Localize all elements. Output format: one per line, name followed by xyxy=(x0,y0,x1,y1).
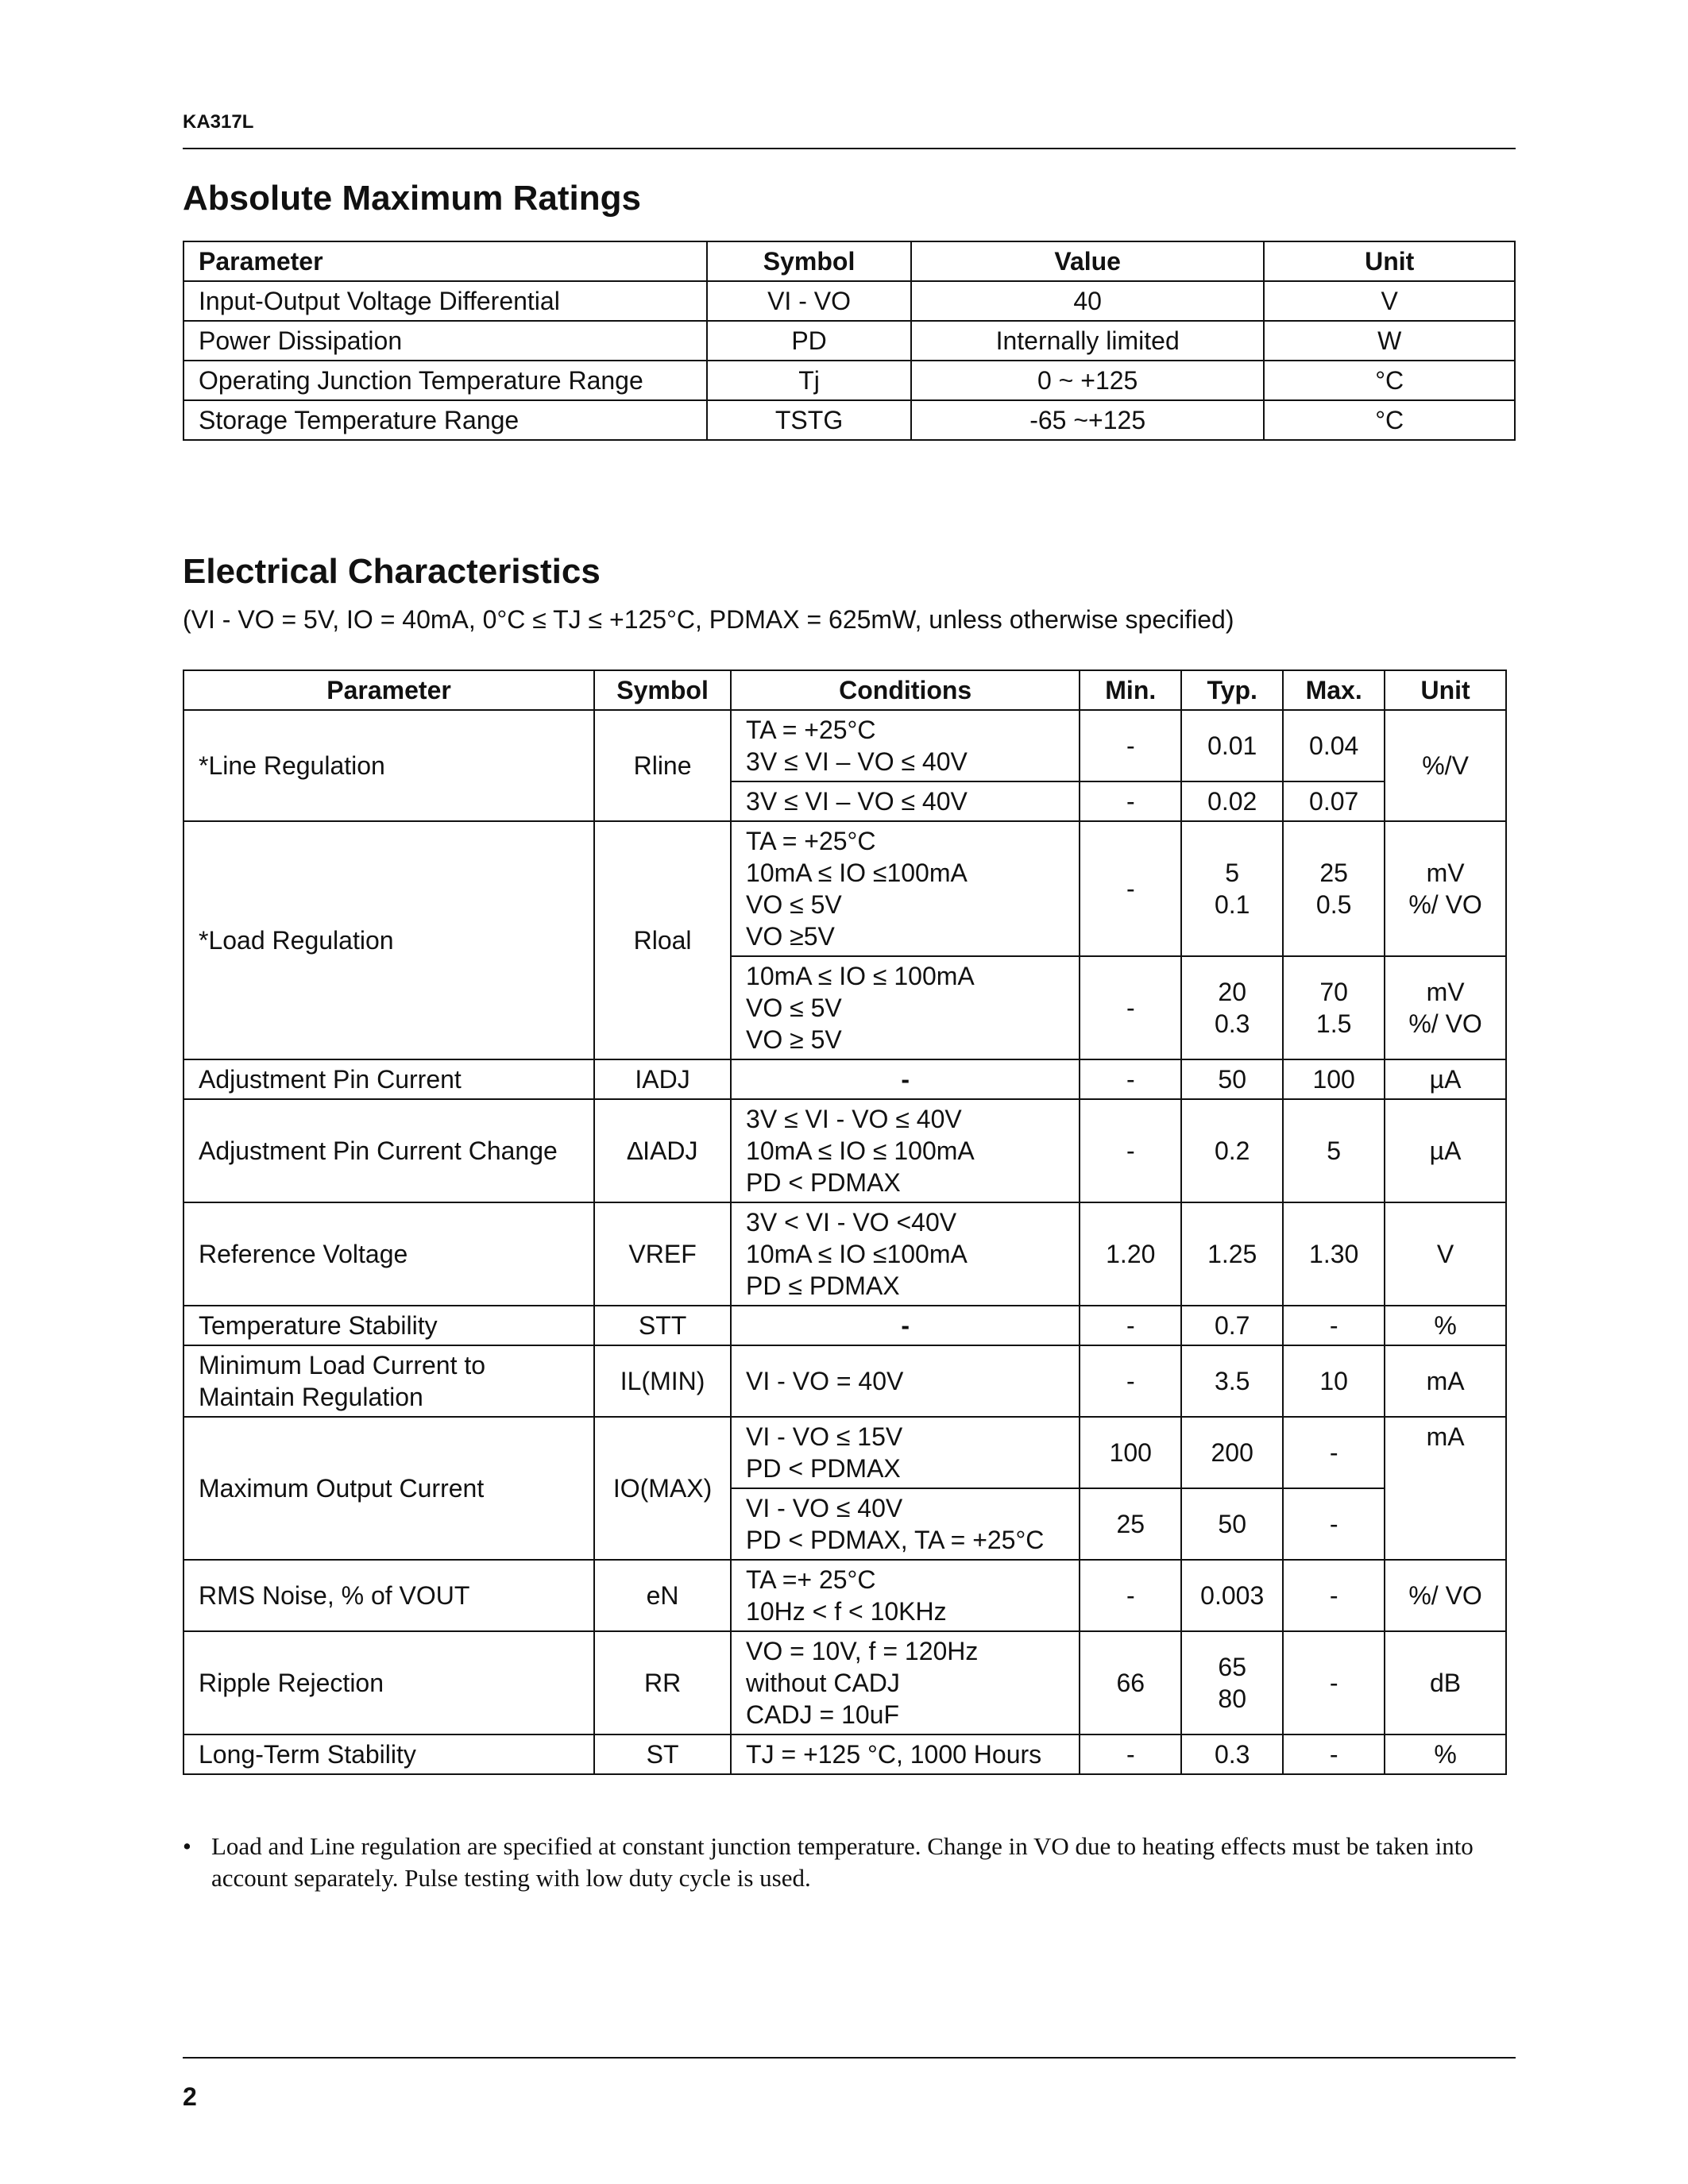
electrical-characteristics-title: Electrical Characteristics xyxy=(183,552,601,591)
typ-cell: 0.7 xyxy=(1181,1306,1283,1345)
max-cell: 1.30 xyxy=(1283,1202,1385,1306)
electrical-characteristics-table xyxy=(183,669,1507,1775)
typ-cell: 3.5 xyxy=(1181,1345,1283,1417)
unit-cell: % xyxy=(1385,1306,1506,1345)
parameter-cell: *Line Regulation xyxy=(183,710,594,821)
column-header: Value xyxy=(911,241,1264,281)
conditions-cell: 3V < VI - VO <40V 10mA ≤ IO ≤100mA PD ≤ PDMAX xyxy=(731,1202,1080,1306)
table-row xyxy=(183,1417,1506,1488)
unit-cell: µA xyxy=(1385,1059,1506,1099)
column-header: Min. xyxy=(1080,670,1181,710)
unit-cell: mV %/ VO xyxy=(1385,821,1506,956)
table-row xyxy=(183,321,1515,361)
unit-cell: mA xyxy=(1385,1417,1506,1560)
typ-cell: 200 xyxy=(1181,1417,1283,1488)
parameter-cell: Adjustment Pin Current xyxy=(183,1059,594,1099)
unit-cell: mA xyxy=(1385,1345,1506,1417)
max-cell: 10 xyxy=(1283,1345,1385,1417)
max-cell: - xyxy=(1283,1560,1385,1631)
conditions-cell: - xyxy=(731,1059,1080,1099)
column-header: Symbol xyxy=(707,241,911,281)
typ-cell: 0.2 xyxy=(1181,1099,1283,1202)
min-cell: - xyxy=(1080,821,1181,956)
unit-cell: V xyxy=(1264,281,1515,321)
symbol-cell: Tj xyxy=(707,361,911,400)
max-cell: 0.04 xyxy=(1283,710,1385,781)
table-row xyxy=(183,710,1506,781)
unit-cell: % xyxy=(1385,1734,1506,1774)
conditions-cell: 3V ≤ VI – VO ≤ 40V xyxy=(731,781,1080,821)
value-cell: 40 xyxy=(911,281,1264,321)
symbol-cell: Rloal xyxy=(594,821,731,1059)
symbol-cell: VREF xyxy=(594,1202,731,1306)
table-row xyxy=(183,1059,1506,1099)
column-header: Conditions xyxy=(731,670,1080,710)
unit-cell: µA xyxy=(1385,1099,1506,1202)
value-cell: -65 ~+125 xyxy=(911,400,1264,440)
table-row xyxy=(183,361,1515,400)
symbol-cell: IADJ xyxy=(594,1059,731,1099)
table-header-row xyxy=(183,670,1506,710)
column-header: Parameter xyxy=(183,241,707,281)
max-cell: 0.07 xyxy=(1283,781,1385,821)
conditions-cell: 3V ≤ VI - VO ≤ 40V 10mA ≤ IO ≤ 100mA PD < PDMAX xyxy=(731,1099,1080,1202)
parameter-cell: Maximum Output Current xyxy=(183,1417,594,1560)
header-rule xyxy=(183,148,1516,149)
max-cell: - xyxy=(1283,1488,1385,1560)
typ-cell: 0.02 xyxy=(1181,781,1283,821)
table-row xyxy=(183,1202,1506,1306)
symbol-cell: ∆IADJ xyxy=(594,1099,731,1202)
table-header-row xyxy=(183,241,1515,281)
conditions-cell: VI - VO ≤ 40V PD < PDMAX, TA = +25°C xyxy=(731,1488,1080,1560)
parameter-cell: *Load Regulation xyxy=(183,821,594,1059)
max-cell: - xyxy=(1283,1417,1385,1488)
test-conditions-note: (VI - VO = 5V, IO = 40mA, 0°C ≤ TJ ≤ +125°C, PDMAX = 625mW, unless otherwise specified) xyxy=(183,605,1234,634)
unit-cell: °C xyxy=(1264,361,1515,400)
typ-cell: 1.25 xyxy=(1181,1202,1283,1306)
conditions-cell: TA =+ 25°C 10Hz < f < 10KHz xyxy=(731,1560,1080,1631)
table-row xyxy=(183,821,1506,956)
table-row xyxy=(183,1631,1506,1734)
unit-cell: V xyxy=(1385,1202,1506,1306)
max-cell: 25 0.5 xyxy=(1283,821,1385,956)
parameter-cell: Power Dissipation xyxy=(183,321,707,361)
parameter-cell: Operating Junction Temperature Range xyxy=(183,361,707,400)
table-row xyxy=(183,1345,1506,1417)
typ-cell: 5 0.1 xyxy=(1181,821,1283,956)
table-row xyxy=(183,281,1515,321)
footnote xyxy=(183,1831,1517,1894)
typ-cell: 0.003 xyxy=(1181,1560,1283,1631)
column-header: Unit xyxy=(1264,241,1515,281)
unit-cell: mV %/ VO xyxy=(1385,956,1506,1059)
min-cell: - xyxy=(1080,956,1181,1059)
parameter-cell: Input-Output Voltage Differential xyxy=(183,281,707,321)
min-cell: 100 xyxy=(1080,1417,1181,1488)
unit-cell: °C xyxy=(1264,400,1515,440)
conditions-cell: TA = +25°C 3V ≤ VI – VO ≤ 40V xyxy=(731,710,1080,781)
unit-cell: %/ VO xyxy=(1385,1560,1506,1631)
table-row xyxy=(183,1560,1506,1631)
symbol-cell: IL(MIN) xyxy=(594,1345,731,1417)
parameter-cell: Adjustment Pin Current Change xyxy=(183,1099,594,1202)
max-cell: 5 xyxy=(1283,1099,1385,1202)
symbol-cell: TSTG xyxy=(707,400,911,440)
symbol-cell: RR xyxy=(594,1631,731,1734)
min-cell: 1.20 xyxy=(1080,1202,1181,1306)
min-cell: - xyxy=(1080,1306,1181,1345)
typ-cell: 50 xyxy=(1181,1059,1283,1099)
column-header: Symbol xyxy=(594,670,731,710)
symbol-cell: IO(MAX) xyxy=(594,1417,731,1560)
table-row xyxy=(183,400,1515,440)
min-cell: - xyxy=(1080,1560,1181,1631)
parameter-cell: Long-Term Stability xyxy=(183,1734,594,1774)
absolute-maximum-ratings-title: Absolute Maximum Ratings xyxy=(183,179,641,218)
min-cell: - xyxy=(1080,1059,1181,1099)
typ-cell: 65 80 xyxy=(1181,1631,1283,1734)
footer-rule xyxy=(183,2057,1516,2059)
symbol-cell: eN xyxy=(594,1560,731,1631)
unit-cell: W xyxy=(1264,321,1515,361)
min-cell: - xyxy=(1080,1099,1181,1202)
min-cell: - xyxy=(1080,710,1181,781)
column-header: Unit xyxy=(1385,670,1506,710)
max-cell: 70 1.5 xyxy=(1283,956,1385,1059)
value-cell: 0 ~ +125 xyxy=(911,361,1264,400)
max-cell: 100 xyxy=(1283,1059,1385,1099)
typ-cell: 50 xyxy=(1181,1488,1283,1560)
part-number: KA317L xyxy=(183,111,254,133)
typ-cell: 0.01 xyxy=(1181,710,1283,781)
conditions-cell: VI - VO = 40V xyxy=(731,1345,1080,1417)
table-row xyxy=(183,1734,1506,1774)
conditions-cell: VI - VO ≤ 15V PD < PDMAX xyxy=(731,1417,1080,1488)
table-row xyxy=(183,1099,1506,1202)
column-header: Parameter xyxy=(183,670,594,710)
symbol-cell: ST xyxy=(594,1734,731,1774)
absolute-maximum-ratings-table xyxy=(183,241,1516,441)
min-cell: - xyxy=(1080,1345,1181,1417)
bullet-icon: • xyxy=(183,1832,191,1860)
min-cell: 66 xyxy=(1080,1631,1181,1734)
parameter-cell: Ripple Rejection xyxy=(183,1631,594,1734)
conditions-cell: TJ = +125 °C, 1000 Hours xyxy=(731,1734,1080,1774)
symbol-cell: STT xyxy=(594,1306,731,1345)
table-row xyxy=(183,1306,1506,1345)
min-cell: - xyxy=(1080,1734,1181,1774)
symbol-cell: Rline xyxy=(594,710,731,821)
parameter-cell: Minimum Load Current to Maintain Regulation xyxy=(183,1345,594,1417)
max-cell: - xyxy=(1283,1734,1385,1774)
max-cell: - xyxy=(1283,1306,1385,1345)
conditions-cell: VO = 10V, f = 120Hz without CADJ CADJ = 10uF xyxy=(731,1631,1080,1734)
typ-cell: 20 0.3 xyxy=(1181,956,1283,1059)
unit-cell: dB xyxy=(1385,1631,1506,1734)
parameter-cell: Temperature Stability xyxy=(183,1306,594,1345)
conditions-cell: TA = +25°C 10mA ≤ IO ≤100mA VO ≤ 5V VO ≥5V xyxy=(731,821,1080,956)
footnote-text: Load and Line regulation are specified at constant junction temperature. Change in VO due to heating effects must be taken into account separately. Pulse testing with low duty cycle is used. xyxy=(211,1832,1474,1892)
max-cell: - xyxy=(1283,1631,1385,1734)
symbol-cell: PD xyxy=(707,321,911,361)
min-cell: 25 xyxy=(1080,1488,1181,1560)
parameter-cell: Reference Voltage xyxy=(183,1202,594,1306)
page-number: 2 xyxy=(183,2082,197,2111)
symbol-cell: VI - VO xyxy=(707,281,911,321)
conditions-cell: 10mA ≤ IO ≤ 100mA VO ≤ 5V VO ≥ 5V xyxy=(731,956,1080,1059)
parameter-cell: RMS Noise, % of VOUT xyxy=(183,1560,594,1631)
parameter-cell: Storage Temperature Range xyxy=(183,400,707,440)
unit-cell: %/V xyxy=(1385,710,1506,821)
value-cell: Internally limited xyxy=(911,321,1264,361)
conditions-cell: - xyxy=(731,1306,1080,1345)
column-header: Max. xyxy=(1283,670,1385,710)
column-header: Typ. xyxy=(1181,670,1283,710)
typ-cell: 0.3 xyxy=(1181,1734,1283,1774)
min-cell: - xyxy=(1080,781,1181,821)
